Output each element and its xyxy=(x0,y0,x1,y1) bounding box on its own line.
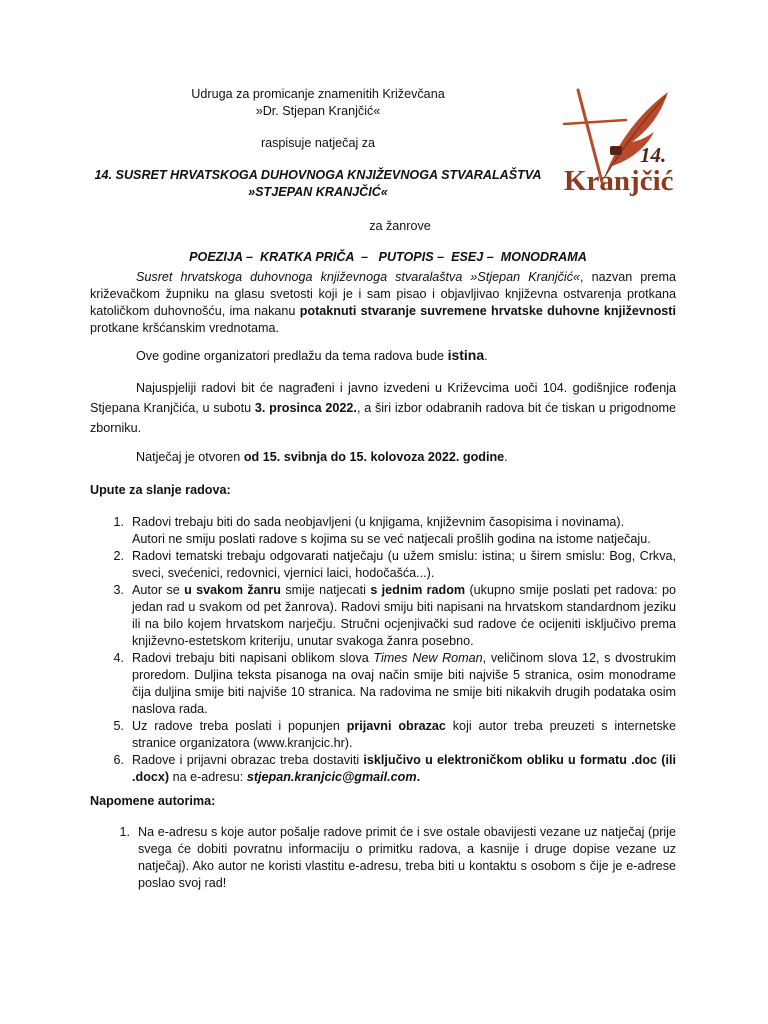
organization-name xyxy=(130,86,506,120)
notes-heading: Napomene autorima: xyxy=(90,794,216,808)
list-number: 6. xyxy=(113,753,124,767)
list-number: 2. xyxy=(113,549,124,563)
list-number: 1. xyxy=(113,515,124,529)
list-item-text: Na e-adresu s koje autor pošalje radove primit će i sve ostale obavijesti vezane uz natječaj (prije svega će dobiti povratnu informaciju o primitku radova, a kasnije i druge dopise vezane uz natječaj). Ako autor ne koristi vlastitu e-adresu, treba biti u kontaktu s osobom s čije je e-adrese poslao svoj rad! xyxy=(138,825,676,890)
organization-line-2: »Dr. Stjepan Kranjčić« xyxy=(255,104,381,118)
emphasis-one-work: s jednim radom xyxy=(370,583,466,597)
awards-paragraph xyxy=(90,378,676,438)
kranjcic-logo xyxy=(556,86,680,200)
list-number: 4. xyxy=(113,651,124,665)
font-name: Times New Roman xyxy=(373,651,483,665)
awards-text: Najuspjeliji radovi bit će nagrađeni i javno izvedeni u Križevcima uoči 104. godišnjice rođenja Stjepana Kranjčića, u subotu xyxy=(90,381,676,415)
instructions-heading: Upute za slanje radova: xyxy=(90,483,231,497)
awards-date: 3. prosinca 2022. xyxy=(254,401,357,415)
intro-event-name: Susret hrvatskoga duhovnoga književnoga stvaralaštva »Stjepan Kranjčić« xyxy=(136,270,581,284)
list-item: 3. Autor se u svakom žanru smije natjecati s jednim radom (ukupno smije poslati pet radova: po jedan rad u svakom od pet žanrova). Radovi smiju biti napisani na hrvatskom standardnom jeziku ili na bilo kojem hrvatskom narječju. Stručni ocjenjivački sud radove će ocijeniti isključivo prema književno-estetskom kriteriju, unutar svakoga žanra posebno. xyxy=(108,582,676,650)
list-item xyxy=(108,548,676,582)
instructions-list xyxy=(108,514,676,786)
list-item xyxy=(108,514,676,548)
event-title-line-1: 14. SUSRET HRVATSKOGA DUHOVNOGA KNJIŽEVNOGA STVARALAŠTVA xyxy=(94,168,542,182)
emphasis-each-genre: u svakom žanru xyxy=(184,583,281,597)
event-title-line-2: »STJEPAN KRANJČIĆ« xyxy=(248,185,388,199)
list-item-line-2: Autori ne smiju poslati radove s kojima su se već natjecali prošlih godina na istome natječaju. xyxy=(132,532,651,546)
list-item: 4. Radovi trebaju biti napisani oblikom slova Times New Roman, veličinom slova 12, s dvostrukim proredom. Duljina teksta pisanoga na ovaj način smije biti najviše 5 stranica, osim monodrame čija duljina smije biti najviše 10 stranica. Na radovima ne smije biti nikakvih drugih podataka osim naslova rada. xyxy=(108,650,676,718)
genres-intro: za žanrove xyxy=(369,219,431,233)
list-item: 6. Radove i prijavni obrazac treba dostaviti isključivo u elektroničkom obliku u formatu .doc (ili .docx) na e-adresu: stjepan.kranjcic@gmail.com. xyxy=(108,752,676,786)
deadline-dates: od 15. svibnja do 15. kolovoza 2022. godine xyxy=(243,450,505,464)
deadline-text: Natječaj je otvoren xyxy=(136,450,244,464)
contact-email: stjepan.kranjcic@gmail.com xyxy=(246,770,417,784)
intro-text: , nazvan prema križevačkom župniku na glasu svetosti koji je i sam pisao i objavljivao književna ostvarenja protkana katoličkom duhovnošću, ima nakanu xyxy=(90,270,676,318)
theme-paragraph: Ove godine organizatori predlažu da tema radova bude istina. xyxy=(136,347,488,363)
genres-list: POEZIJA – KRATKA PRIČA – PUTOPIS – ESEJ – MONODRAMA xyxy=(189,250,587,264)
organization-line-1: Udruga za promicanje znamenitih Križevčana xyxy=(191,87,445,101)
announcement-text: raspisuje natječaj za xyxy=(260,136,376,150)
logo-number: 14. xyxy=(640,143,667,167)
deadline-paragraph: Natječaj je otvoren od 15. svibnja do 15. kolovoza 2022. godine. xyxy=(136,450,508,464)
list-item: 5. Uz radove treba poslati i popunjen prijavni obrazac koji autor treba preuzeti s internetske stranice organizatora (www.kranjcic.hr). xyxy=(108,718,676,752)
logo-name: Kranjčić xyxy=(564,165,674,197)
list-number: 3. xyxy=(113,583,124,597)
event-title xyxy=(90,167,546,201)
notes-list xyxy=(114,824,676,892)
list-item-line-1: Radovi trebaju biti do sada neobjavljeni (u knjigama, književnim časopisima i novinama). xyxy=(132,515,625,529)
awards-end: , a širi izbor odabranih radova bit će tiskan u prigodnome zborniku. xyxy=(90,401,677,435)
intro-goal: potaknuti stvaranje suvremene hrvatske duhovne književnosti xyxy=(299,304,676,318)
intro-paragraph xyxy=(90,269,676,337)
list-number: 5. xyxy=(113,719,124,733)
theme-word: istina xyxy=(447,347,485,363)
intro-end: protkane kršćanskim vrednotama. xyxy=(90,321,279,335)
list-item-text: Radovi tematski trebaju odgovarati natječaju (u užem smislu: istina; u širem smislu: Bog, Crkva, sveci, svećenici, redovnici, vjernici laici, hodočašća...). xyxy=(132,549,676,580)
emphasis-application-form: prijavni obrazac xyxy=(346,719,446,733)
list-number: 1. xyxy=(119,825,130,839)
theme-text: Ove godine organizatori predlažu da tema radova bude xyxy=(136,349,448,363)
emphasis-electronic-format: isključivo u elektroničkom obliku u formatu .doc (ili .docx) xyxy=(132,753,676,784)
list-item xyxy=(114,824,676,892)
quill-cross-icon xyxy=(556,86,680,200)
